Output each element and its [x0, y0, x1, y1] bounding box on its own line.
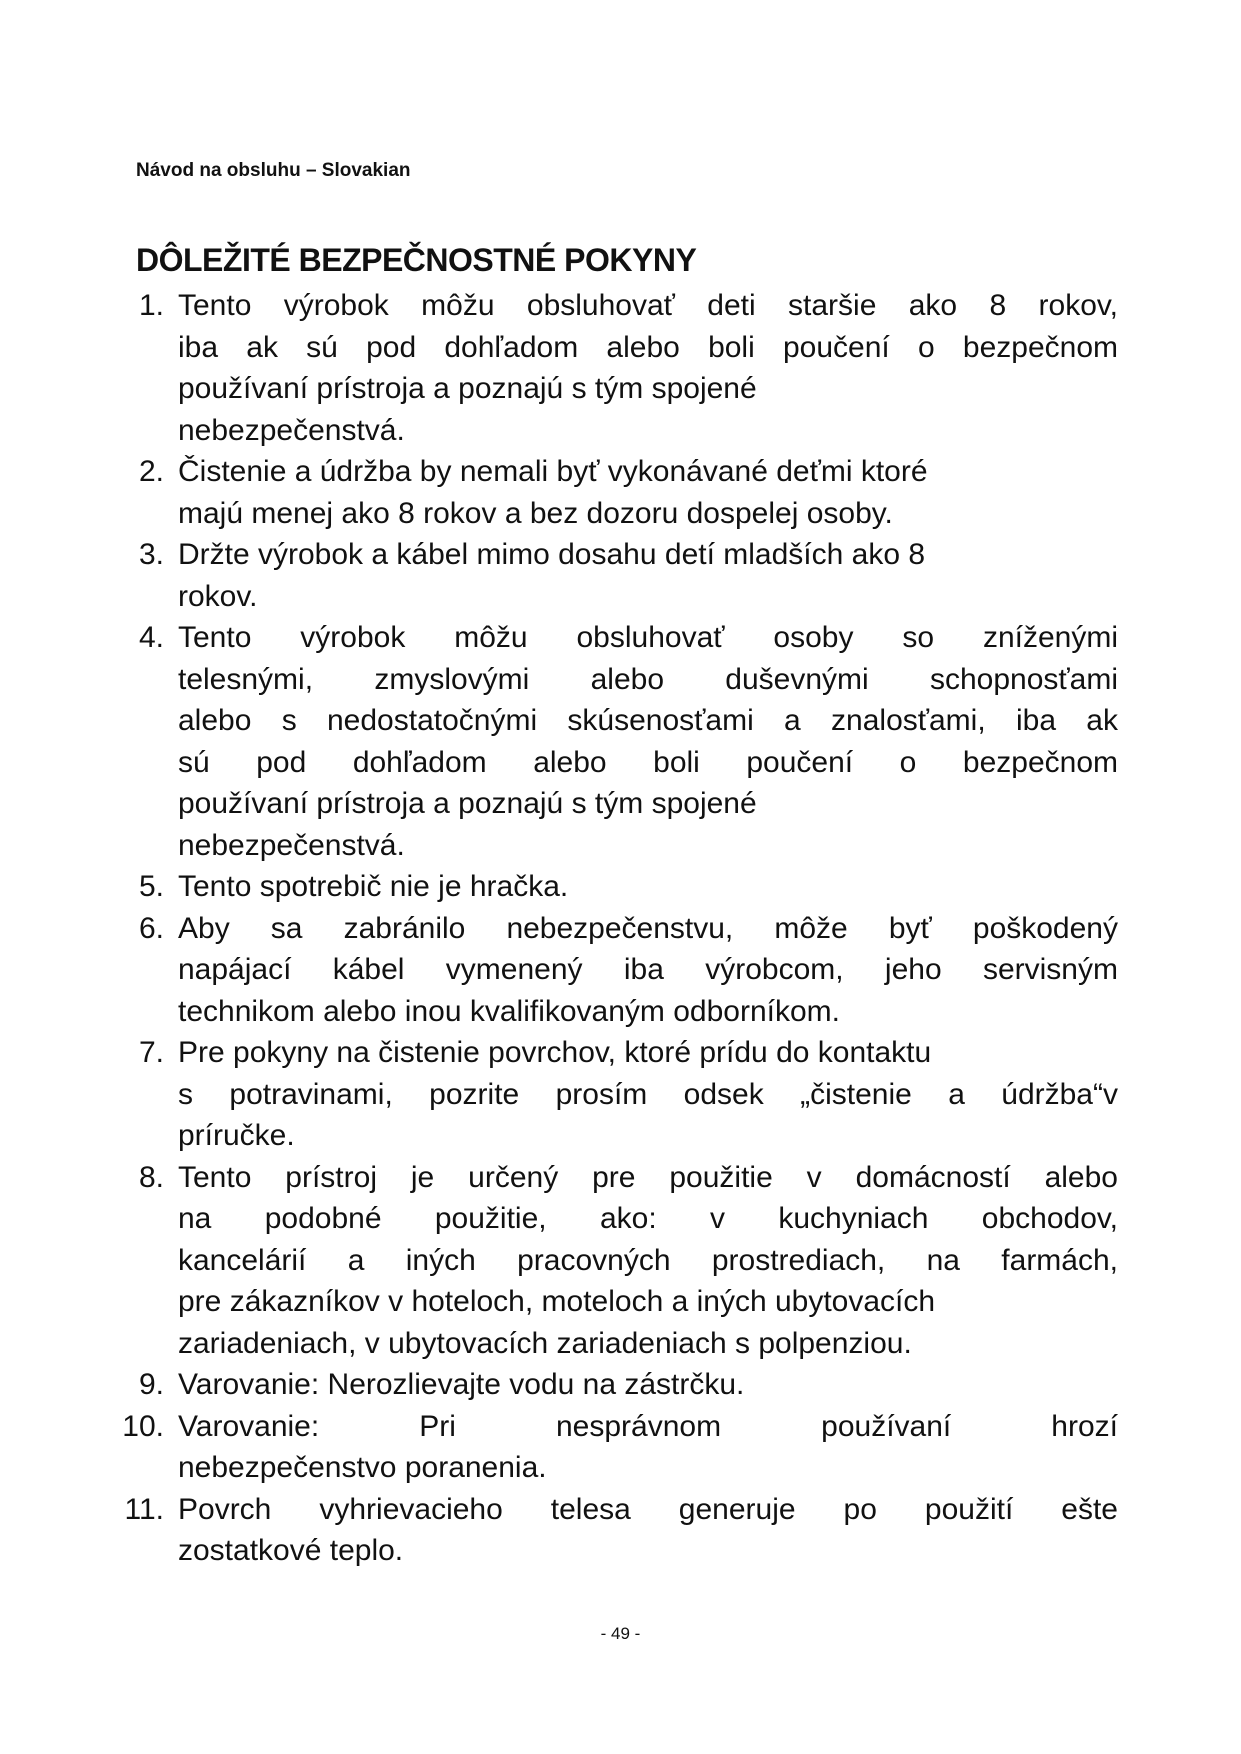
list-item — [108, 451, 1118, 534]
list-item — [108, 285, 1118, 451]
item-number: 7. — [138, 1036, 164, 1069]
item-text-line: pre zákazníkov v hoteloch, moteloch a iných ubytovacích — [178, 1285, 936, 1318]
item-text-line: napájací kábel vymenený iba výrobcom, jeho servisným — [178, 953, 1118, 986]
item-text-line: iba ak sú pod dohľadom alebo boli poučení o bezpečnom — [178, 330, 1118, 364]
item-text-line: Varovanie: Nerozlievajte vodu na zástrčku. — [178, 1368, 745, 1401]
item-number: 1. — [138, 289, 164, 322]
item-text-line: Varovanie: Pri nesprávnom používaní hrozí — [178, 1409, 1118, 1443]
list-item — [108, 1364, 1118, 1406]
item-text-line: zariadeniach, v ubytovacích zariadeniach s polpenziou. — [178, 1326, 912, 1360]
item-text-line: technikom alebo inou kvalifikovaným odborníkom. — [178, 994, 841, 1028]
list-item — [108, 908, 1118, 1033]
item-text-line: Tento výrobok môžu obsluhovať osoby so zníženými — [178, 621, 1118, 654]
item-text — [178, 908, 1118, 1033]
item-number: 4. — [138, 621, 164, 654]
item-text — [178, 285, 1118, 451]
item-text-line: Pre pokyny na čistenie povrchov, ktoré prídu do kontaktu — [178, 1036, 932, 1069]
item-text-line: nebezpečenstvá. — [178, 413, 405, 447]
item-number: 3. — [138, 538, 164, 571]
item-text — [178, 1406, 1118, 1489]
item-number: 9. — [138, 1368, 164, 1401]
item-text-line: alebo s nedostatočnými skúsenosťami a znalosťami, iba ak — [178, 704, 1118, 737]
list-item — [108, 1489, 1118, 1572]
item-text-line: na podobné použitie, ako: v kuchyniach obchodov, — [178, 1202, 1118, 1235]
item-text-line: kancelárií a iných pracovných prostrediach, na farmách, — [178, 1243, 1118, 1277]
item-text-line: príručke. — [178, 1119, 295, 1152]
item-text-line: Tento prístroj je určený pre použitie v domácností alebo — [178, 1160, 1118, 1194]
item-text — [178, 1364, 1118, 1406]
item-text-line: sú pod dohľadom alebo boli poučení o bezpečnom — [178, 745, 1118, 779]
item-text-line: Čistenie a údržba by nemali byť vykonávané deťmi ktoré — [178, 455, 928, 488]
item-number: 5. — [138, 870, 164, 903]
item-text-line: Tento spotrebič nie je hračka. — [178, 870, 569, 903]
page-number: - 49 - — [600, 1624, 641, 1643]
document-header: Návod na obsluhu – Slovakian — [136, 160, 411, 181]
list-item — [108, 534, 1118, 617]
item-text-line: Držte výrobok a kábel mimo dosahu detí mladších ako 8 — [178, 538, 926, 571]
item-text-line: nebezpečenstvá. — [178, 828, 405, 862]
section-title: DÔLEŽITÉ BEZPEČNOSTNÉ POKYNY — [136, 242, 697, 278]
item-text-line: Povrch vyhrievacieho telesa generuje po použití ešte — [178, 1492, 1118, 1526]
item-number: 6. — [138, 911, 164, 945]
item-text — [178, 1489, 1118, 1572]
item-text — [178, 1157, 1118, 1365]
list-item — [108, 1157, 1118, 1365]
item-text-line: Aby sa zabránilo nebezpečenstvu, môže byť poškodený — [178, 911, 1118, 945]
item-text-line: rokov. — [178, 579, 258, 613]
list-item — [108, 866, 1118, 908]
item-number: 2. — [138, 455, 164, 488]
item-text-line: používaní prístroja a poznajú s tým spojené — [178, 787, 757, 820]
item-text-line: telesnými, zmyslovými alebo duševnými schopnosťami — [178, 662, 1118, 696]
item-text — [178, 451, 1118, 534]
item-text — [178, 1032, 1118, 1157]
item-text-line: používaní prístroja a poznajú s tým spojené — [178, 372, 757, 405]
item-text-line: Tento výrobok môžu obsluhovať deti staršie ako 8 rokov, — [178, 289, 1118, 322]
item-number: 11. — [124, 1492, 164, 1526]
item-text — [178, 534, 1118, 617]
item-text-line: nebezpečenstvo poranenia. — [178, 1451, 547, 1484]
safety-instructions-list — [108, 285, 1118, 1572]
item-text-line: majú menej ako 8 rokov a bez dozoru dospelej osoby. — [178, 496, 893, 530]
item-text — [178, 617, 1118, 866]
item-text — [178, 866, 1118, 908]
list-item — [108, 1406, 1118, 1489]
item-number: 8. — [138, 1160, 164, 1194]
list-item — [108, 1032, 1118, 1157]
item-text-line: zostatkové teplo. — [178, 1534, 404, 1567]
item-number: 10. — [122, 1409, 164, 1443]
list-item — [108, 617, 1118, 866]
item-text-line: s potravinami, pozrite prosím odsek „čistenie a údržba“v — [178, 1077, 1118, 1111]
